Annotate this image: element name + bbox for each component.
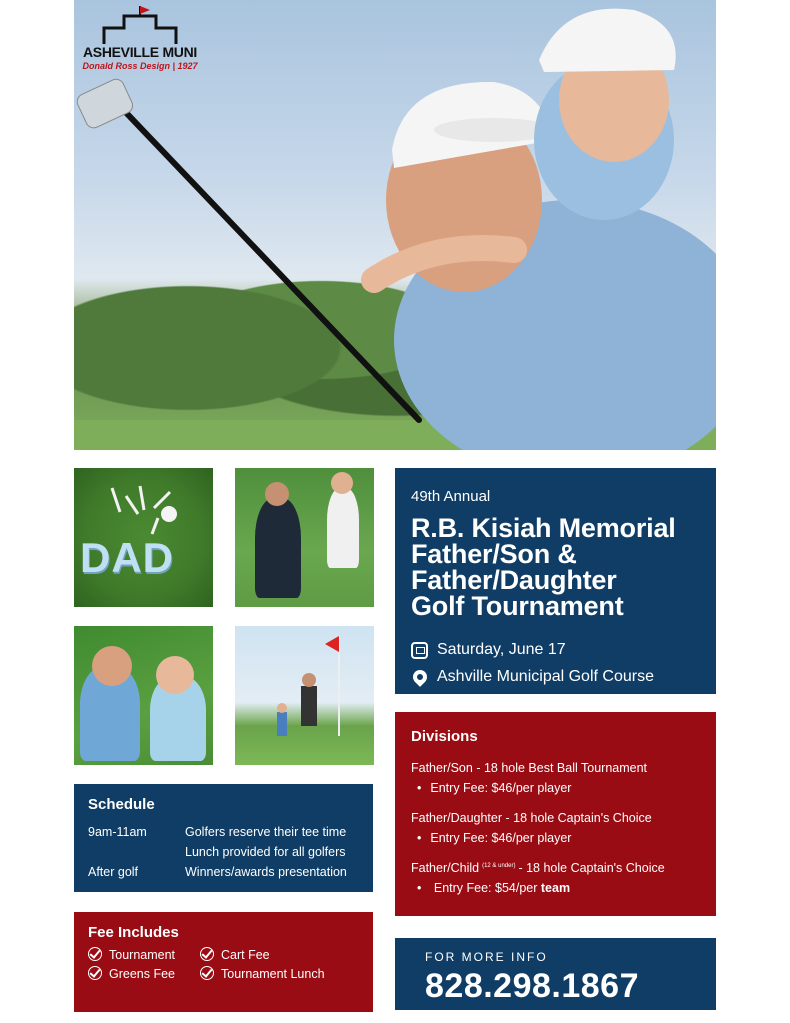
division-fee: • Entry Fee: $46/per player [417, 781, 700, 795]
swing-lesson-photo [235, 468, 374, 607]
schedule-row [88, 825, 359, 839]
logo-name: ASHEVILLE MUNI [82, 44, 198, 60]
event-info-panel [395, 468, 716, 694]
fees-heading: Fee Includes [88, 924, 179, 941]
division-name-post: - 18 hole Captain's Choice [518, 861, 665, 875]
fee-item [88, 966, 200, 981]
checkmark-icon [88, 966, 102, 980]
fee-item-label: Cart Fee [221, 948, 270, 962]
division-item [411, 811, 700, 845]
divisions-heading: Divisions [411, 728, 478, 745]
fee-includes-panel [74, 912, 373, 1012]
event-title [411, 515, 700, 619]
event-title-line: R.B. Kisiah Memorial [411, 513, 676, 543]
division-name: Father/Son - 18 hole Best Ball Tournament [411, 761, 648, 775]
dad-tees-photo [74, 468, 213, 607]
course-flag-photo [235, 626, 374, 765]
division-name-pre: Father/Child [411, 861, 480, 875]
schedule-desc: Golfers reserve their tee time [185, 825, 347, 839]
division-fee-text: Entry Fee: $54/per [433, 881, 538, 895]
schedule-panel [74, 784, 373, 892]
division-fee-unit: team [540, 881, 571, 895]
division-fee: • Entry Fee: $46/per player [417, 831, 700, 845]
fee-item [200, 966, 359, 981]
event-title-line: Father/Daughter [411, 565, 617, 595]
event-location-row [411, 668, 700, 686]
schedule-time: 9am-11am [88, 825, 147, 839]
event-annual: 49th Annual [411, 488, 491, 505]
event-title-line: Golf Tournament [411, 591, 624, 621]
dad-letters: DAD [80, 534, 174, 581]
fee-item-label: Greens Fee [109, 967, 176, 981]
schedule-row [88, 845, 359, 859]
event-date: Saturday, June 17 [437, 641, 566, 658]
schedule-time [88, 845, 185, 859]
schedule-desc: Winners/awards presentation [185, 865, 347, 879]
fee-item-label: Tournament Lunch [221, 967, 325, 981]
checkmark-icon [200, 966, 214, 980]
golf-flag-icon [235, 626, 374, 765]
division-item [411, 861, 700, 895]
contact-phone[interactable]: 828.298.1867 [425, 967, 639, 1005]
schedule-row [88, 865, 359, 879]
father-child-lying-photo [74, 626, 213, 765]
calendar-icon [411, 642, 428, 659]
clubhouse-flag-icon [100, 6, 180, 46]
division-name [411, 861, 700, 875]
division-fee [417, 881, 700, 895]
schedule-desc: Lunch provided for all golfers [185, 845, 346, 859]
event-location: Ashville Municipal Golf Course [437, 668, 654, 685]
logo-subtitle: Donald Ross Design | 1927 [82, 61, 198, 71]
event-title-line: Father/Son & [411, 539, 577, 569]
fee-item [88, 947, 200, 962]
division-item [411, 761, 700, 795]
contact-label: FOR MORE INFO [425, 950, 548, 964]
checkmark-icon [200, 947, 214, 961]
division-name: Father/Daughter - 18 hole Captain's Choice [411, 811, 652, 825]
asheville-muni-logo [80, 6, 200, 76]
fee-item-label: Tournament [109, 948, 176, 962]
location-pin-icon [410, 667, 430, 687]
fee-item [200, 947, 359, 962]
contact-panel [395, 938, 716, 1010]
golf-ball-icon [161, 506, 177, 522]
schedule-heading: Schedule [88, 796, 155, 813]
divisions-panel [395, 712, 716, 916]
division-age-note: (12 & under) [482, 862, 516, 869]
schedule-time: After golf [88, 865, 139, 879]
event-date-row [411, 641, 700, 659]
checkmark-icon [88, 947, 102, 961]
